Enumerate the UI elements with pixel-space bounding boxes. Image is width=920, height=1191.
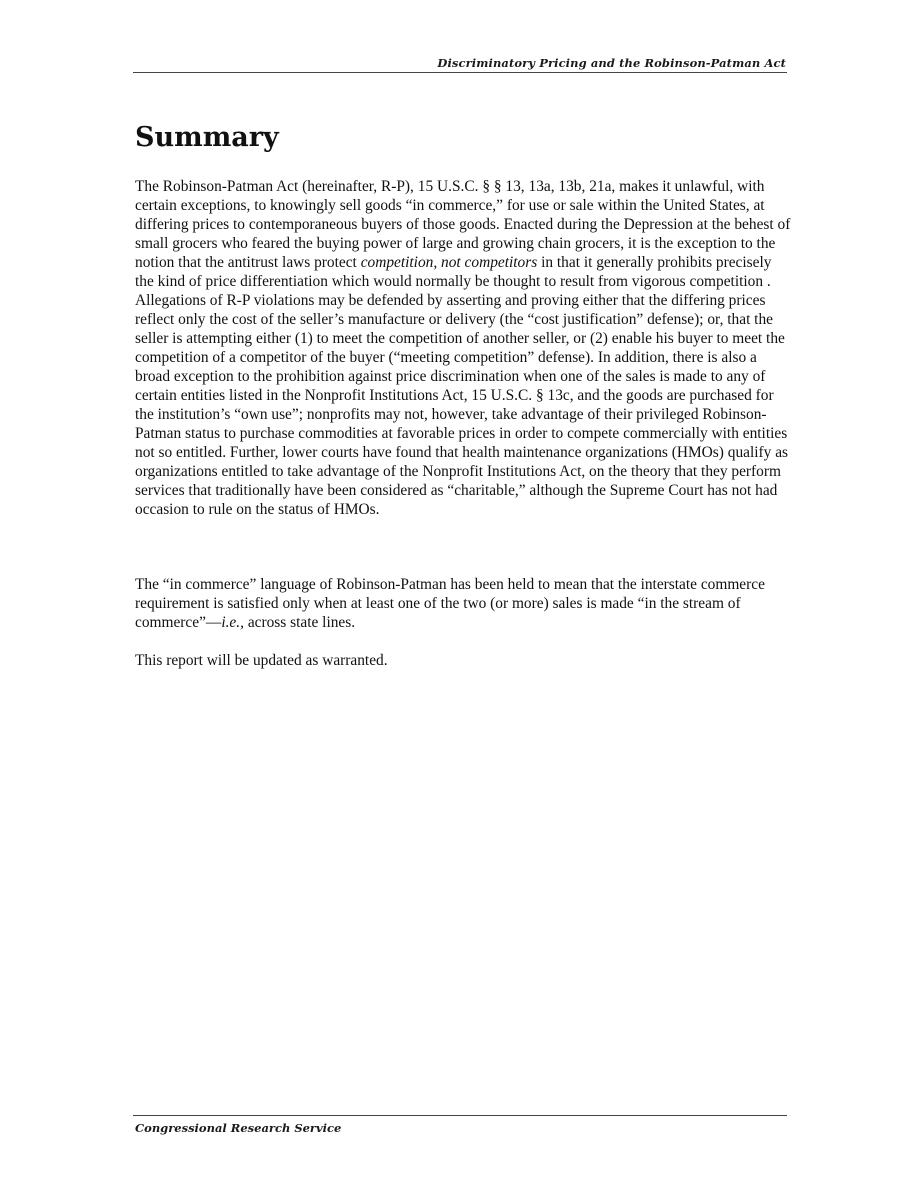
summary-paragraph-2 [135, 575, 791, 632]
p2-emphasis: i.e., [221, 614, 244, 631]
running-footer: Congressional Research Service [135, 1121, 342, 1135]
p1-text-a: The Robinson-Patman Act (hereinafter, R-P), 15 U.S.C. § § 13, 13a, 13b, 21a, makes it unlawful, with certain exceptions, to knowingly sell goods “in commerce,” for use or sale within the United States, at differing prices to contemporaneous buyers of those goods. Enacted during the Depression at the behest of small grocers who feared the buying power of large and growing chain grocers, it is the exception to the notion that the antitrust laws protect [135, 178, 791, 271]
p2-text-a: The “in commerce” language of Robinson-Patman has been held to mean that the interstate commerce requirement is satisfied only when at least one of the two (or more) sales is made “in the stream of commerce”— [135, 576, 765, 631]
p1-emphasis: competition, not competitors [360, 254, 538, 271]
summary-paragraph-3: This report will be updated as warranted. [135, 652, 388, 669]
header-rule [133, 72, 787, 73]
footer-rule [133, 1115, 787, 1116]
section-title: Summary [135, 122, 279, 153]
p1-text-b: in that it generally prohibits precisely the kind of price differentiation which would normally be thought to result from vigorous competition . Allegations of R-P violations may be defended by asserting and proving either that the differing prices reflect only the cost of the seller’s manufacture or delivery (the “cost justification” defense); or, that the seller is attempting either (1) to meet the competition of another seller, or (2) enable his buyer to meet the competition of a competitor of the buyer (“meeting competition” defense). In addition, there is also a broad exception to the prohibition against price discrimination when one of the sales is made to any of certain entities listed in the Nonprofit Institutions Act, 15 U.S.C. § 13c, and the goods are purchased for the institution’s “own use”; nonprofits may not, however, take advantage of their privileged Robinson-Patman status to purchase commodities at favorable prices in order to compete commercially with entities not so entitled. Further, lower courts have found that health maintenance organizations (HMOs) qualify as organizations entitled to take advantage of the Nonprofit Institutions Act, on the theory that they perform services that traditionally have been considered as “charitable,” although the Supreme Court has not had occasion to rule on the status of HMOs. [135, 254, 789, 518]
running-header: Discriminatory Pricing and the Robinson-Patman Act [437, 56, 786, 70]
summary-paragraph-1 [135, 177, 791, 519]
p2-text-b: across state lines. [243, 614, 356, 631]
